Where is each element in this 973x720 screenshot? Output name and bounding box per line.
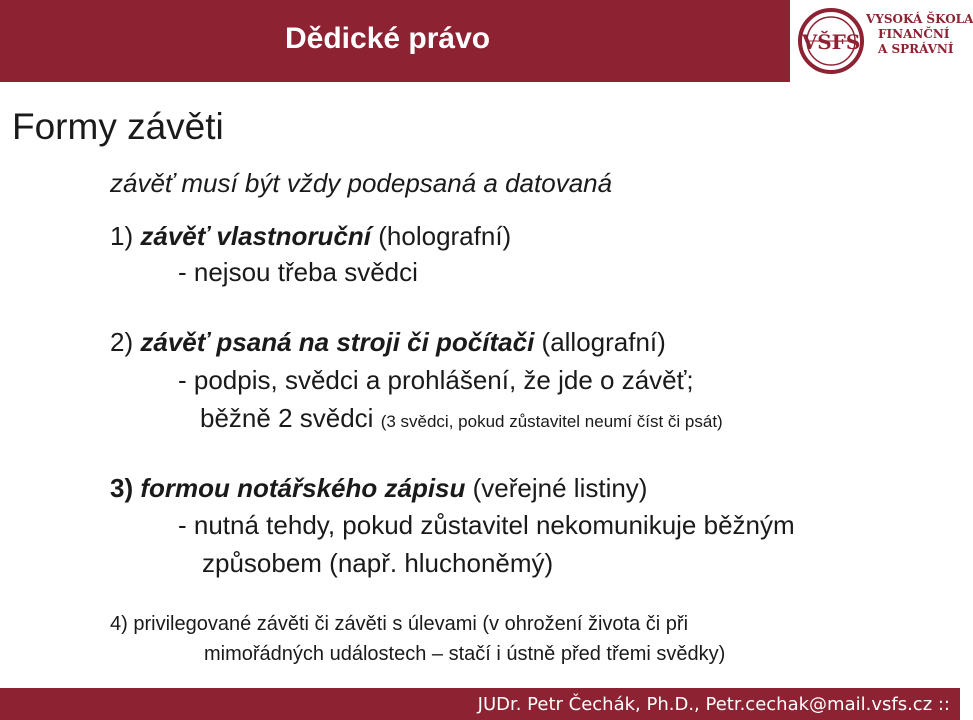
item-3-note: (veřejné listiny) <box>472 473 648 503</box>
slide-title: Formy závěti <box>12 106 224 147</box>
footer-contact: JUDr. Petr Čechák, Ph.D., Petr.cechak@mail.vsfs.cz :: <box>477 694 950 715</box>
item-2-witness-main: běžně 2 svědci <box>200 403 374 433</box>
item-3-heading: formou notářského zápisu <box>140 473 466 503</box>
item-2-note: (allografní) <box>541 327 666 357</box>
item-4-line-2: mimořádných událostech – stačí i ústně před třemi svědky) <box>204 643 726 665</box>
intro-line: závěť musí být vždy podepsaná a datovaná <box>110 168 613 198</box>
logo-line-2: FINANČNÍ <box>878 27 950 41</box>
item-1-detail: - nejsou třeba svědci <box>178 257 418 287</box>
logo-line-3: A SPRÁVNÍ <box>878 42 954 56</box>
header-bar <box>0 0 790 82</box>
item-1-note: (holografní) <box>378 221 512 251</box>
item-2-heading: závěť psaná na stroji či počítači <box>140 327 535 357</box>
item-1-number: 1) <box>110 221 134 251</box>
vsfs-seal-logo <box>798 6 864 76</box>
item-3-heading-line <box>110 473 647 504</box>
item-2-witness-small: (3 svědci, pokud zůstavitel neumí číst či psát) <box>380 412 723 431</box>
logo-wordmark <box>866 12 973 57</box>
svg-text:VŠFS: VŠFS <box>801 30 861 54</box>
logo-line-1: VYSOKÁ ŠKOLA <box>866 12 973 26</box>
item-1-heading: závěť vlastnoruční <box>140 221 372 251</box>
item-3-number: 3) <box>110 473 134 503</box>
item-2-number: 2) <box>110 327 134 357</box>
school-logo <box>790 0 973 82</box>
item-1-heading-line <box>110 221 511 252</box>
item-2-heading-line <box>110 327 666 358</box>
item-3-detail-1: - nutná tehdy, pokud zůstavitel nekomunikuje běžným <box>178 510 795 540</box>
item-2-detail: - podpis, svědci a prohlášení, že jde o závěť; <box>178 365 694 395</box>
item-4-line-1: 4) privilegované závěti či závěti s úlevami (v ohrožení života či při <box>110 613 689 635</box>
item-3-detail-2: způsobem (např. hluchoněmý) <box>202 548 554 578</box>
item-2-witness-line <box>200 403 723 434</box>
header-title: Dědické právo <box>285 22 491 55</box>
